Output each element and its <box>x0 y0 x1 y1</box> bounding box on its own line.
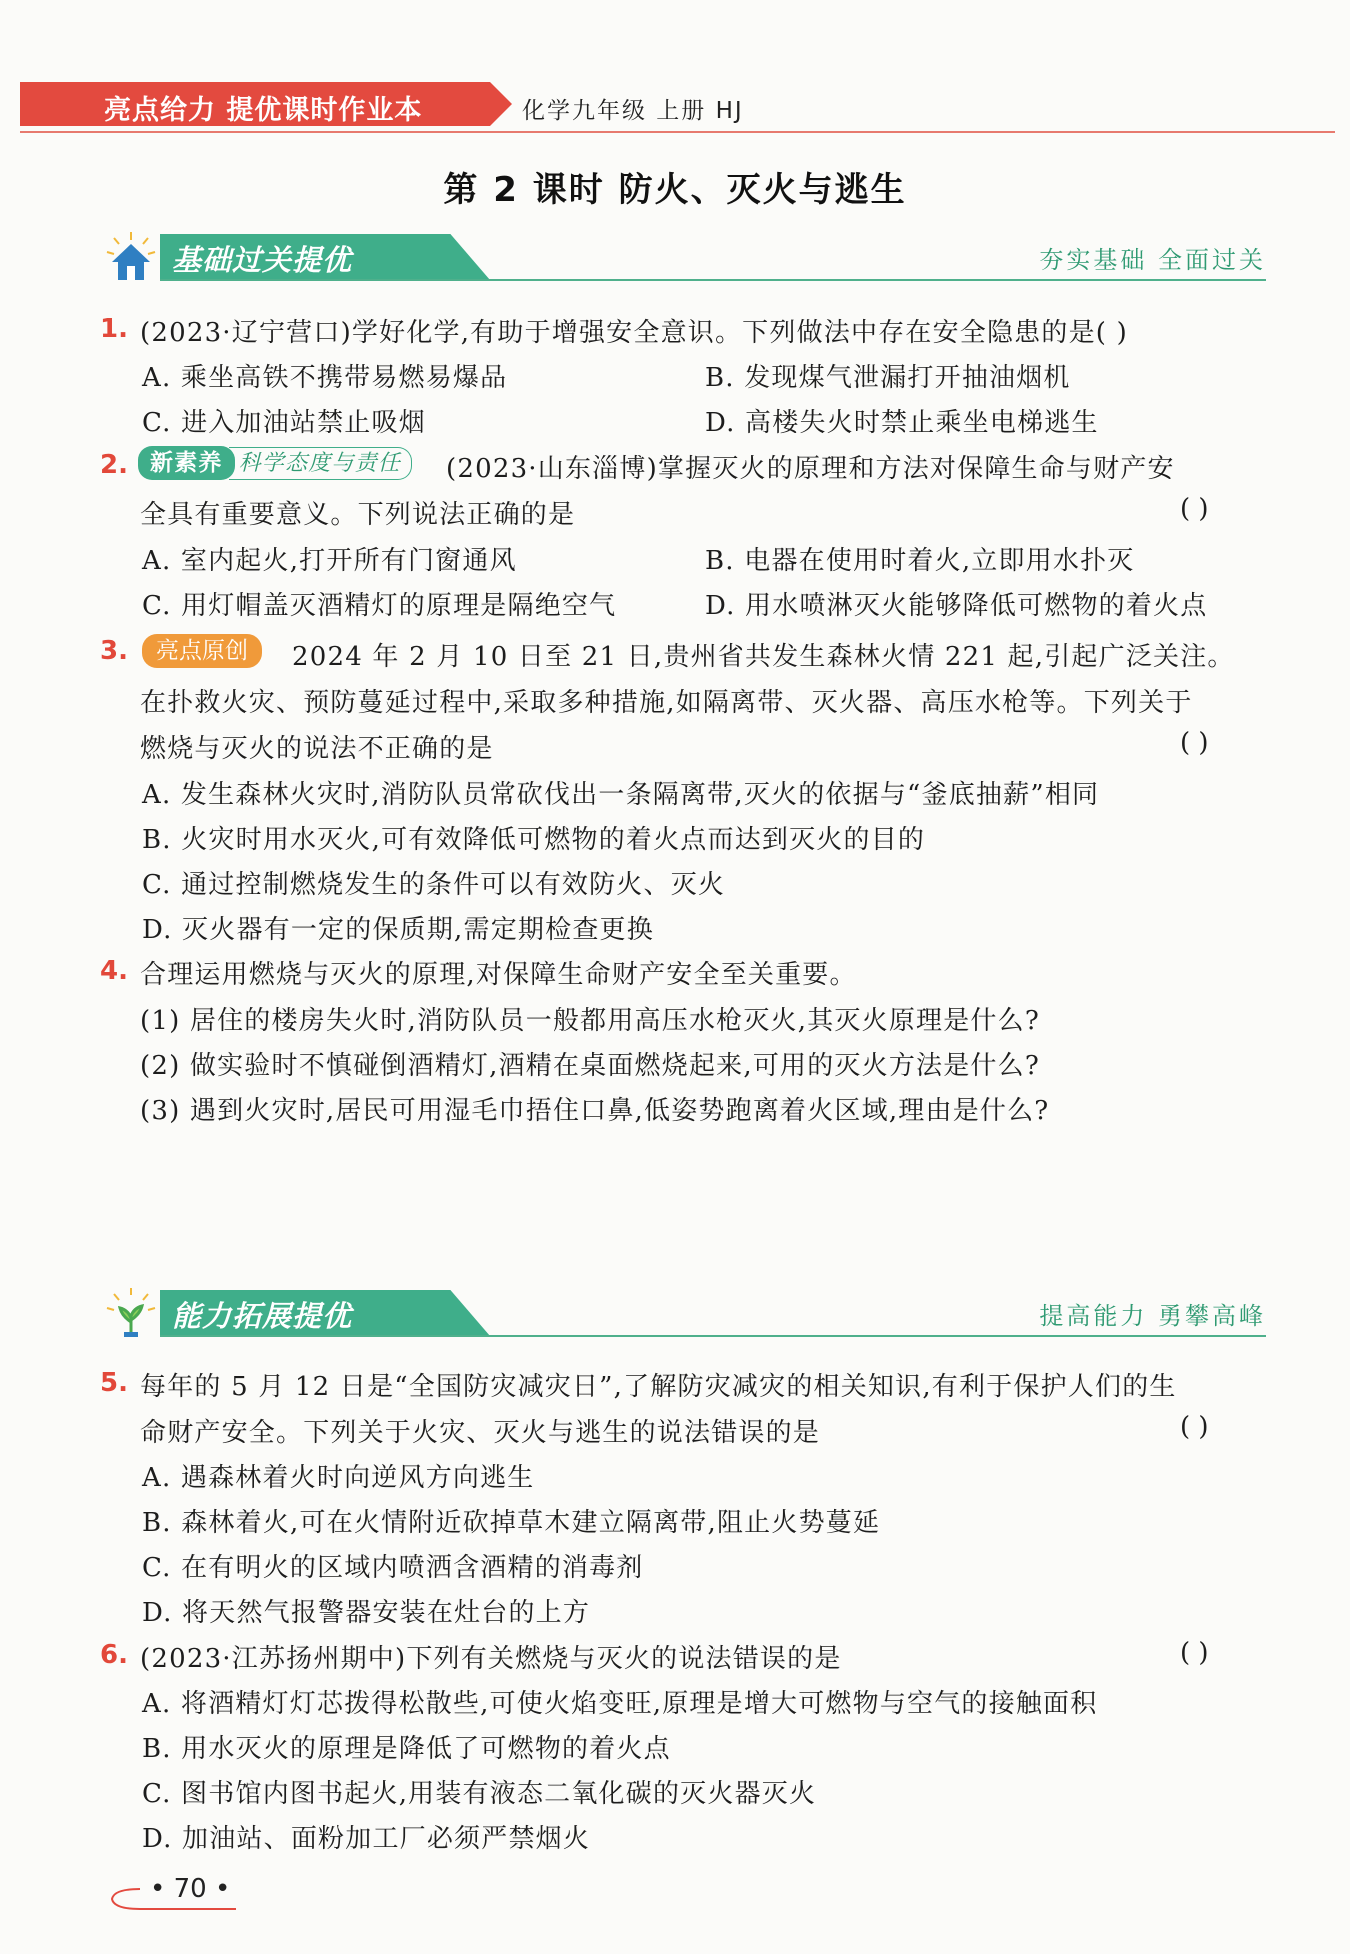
question-stem-cont: 燃烧与灭火的说法不正确的是 <box>140 734 494 764</box>
option-a: A. 遇森林着火时向逆风方向逃生 <box>142 1463 535 1493</box>
option-c: C. 在有明火的区域内喷洒含酒精的消毒剂 <box>142 1553 644 1583</box>
option-d: D. 高楼失火时禁止乘坐电梯逃生 <box>705 408 1099 438</box>
answer-blank[interactable]: ( ) <box>1180 1412 1209 1442</box>
option-a: A. 发生森林火灾时,消防队员常砍伐出一条隔离带,灭火的依据与“釜底抽薪”相同 <box>142 780 1100 810</box>
option-c: C. 用灯帽盖灭酒精灯的原理是隔绝空气 <box>142 591 617 621</box>
option-a: A. 将酒精灯灯芯拨得松散些,可使火焰变旺,原理是增大可燃物与空气的接触面积 <box>142 1689 1098 1719</box>
question-stem-cont: 在扑救火灾、预防蔓延过程中,采取多种措施,如隔离带、灭火器、高压水枪等。下列关于 <box>140 688 1193 718</box>
page-number: • 70 • <box>150 1874 231 1904</box>
question-number: 2. <box>100 450 128 480</box>
answer-blank[interactable]: ( ) <box>1180 494 1209 524</box>
section-slogan: 夯实基础 全面过关 <box>1039 246 1266 274</box>
section-basic-banner <box>104 224 1266 284</box>
question-stem: 2024 年 2 月 10 日至 21 日,贵州省共发生森林火情 221 起,引起广泛关注。 <box>292 642 1235 672</box>
question-number: 5. <box>100 1368 128 1398</box>
section-slogan: 提高能力 勇攀高峰 <box>1039 1302 1266 1330</box>
question-tags <box>138 446 412 480</box>
option-b: B. 发现煤气泄漏打开抽油烟机 <box>705 363 1071 393</box>
tag-original: 亮点原创 <box>142 634 262 668</box>
option-d: D. 加油站、面粉加工厂必须严禁烟火 <box>142 1824 591 1854</box>
subject-label: 化学九年级 上册 HJ <box>522 98 744 124</box>
section-title: 基础过关提优 <box>172 243 353 277</box>
question-stem: (2023·辽宁营口)学好化学,有助于增强安全意识。下列做法中存在安全隐患的是( ) <box>140 318 1128 348</box>
option-d: D. 灭火器有一定的保质期,需定期检查更换 <box>142 915 654 945</box>
option-b: B. 森林着火,可在火情附近砍掉草木建立隔离带,阻止火势蔓延 <box>142 1508 881 1538</box>
question-stem: (2023·山东淄博)掌握灭火的原理和方法对保障生命与财产安 <box>446 454 1175 484</box>
tag-new-literacy: 新素养 <box>138 446 235 480</box>
question-stem: 合理运用燃烧与灭火的原理,对保障生命财产安全至关重要。 <box>140 960 857 990</box>
option-d: D. 用水喷淋灭火能够降低可燃物的着火点 <box>705 591 1208 621</box>
answer-blank[interactable]: ( ) <box>1180 1638 1209 1668</box>
brand-title: 亮点给力 提优课时作业本 <box>104 95 423 126</box>
answer-blank[interactable]: ( ) <box>1180 728 1209 758</box>
question-stem-cont: 全具有重要意义。下列说法正确的是 <box>140 500 576 530</box>
option-b: B. 用水灭火的原理是降低了可燃物的着火点 <box>142 1734 671 1764</box>
house-icon <box>104 230 158 284</box>
sub-question-2: (2) 做实验时不慎碰倒酒精灯,酒精在桌面燃烧起来,可用的灭火方法是什么? <box>140 1051 1040 1081</box>
sub-question-3: (3) 遇到火灾时,居民可用湿毛巾捂住口鼻,低姿势跑离着火区域,理由是什么? <box>140 1096 1050 1126</box>
section-divider <box>160 1335 1266 1337</box>
question-number: 1. <box>100 314 128 344</box>
section-divider <box>160 279 1266 281</box>
question-stem: 每年的 5 月 12 日是“全国防灾减灾日”,了解防灾减灾的相关知识,有利于保护人们的生 <box>140 1372 1177 1402</box>
question-number: 6. <box>100 1640 128 1670</box>
section-ability-banner <box>104 1280 1266 1340</box>
tag-science-attitude: 科学态度与责任 <box>229 447 412 480</box>
option-c: C. 图书馆内图书起火,用装有液态二氧化碳的灭火器灭火 <box>142 1779 817 1809</box>
sub-question-1: (1) 居住的楼房失火时,消防队员一般都用高压水枪灭火,其灭火原理是什么? <box>140 1006 1040 1036</box>
lesson-title: 第 2 课时 防火、灭火与逃生 <box>443 170 907 210</box>
bulb-icon <box>104 1286 158 1340</box>
option-b: B. 火灾时用水灭火,可有效降低可燃物的着火点而达到灭火的目的 <box>142 825 926 855</box>
option-d: D. 将天然气报警器安装在灶台的上方 <box>142 1598 591 1628</box>
option-a: A. 室内起火,打开所有门窗通风 <box>142 546 517 576</box>
question-stem-cont: 命财产安全。下列关于火灾、灭火与逃生的说法错误的是 <box>140 1418 821 1448</box>
question-stem: (2023·江苏扬州期中)下列有关燃烧与灭火的说法错误的是 <box>140 1644 842 1674</box>
header-divider <box>20 131 1335 133</box>
question-number: 4. <box>100 956 128 986</box>
option-b: B. 电器在使用时着火,立即用水扑灭 <box>705 546 1135 576</box>
option-a: A. 乘坐高铁不携带易燃易爆品 <box>142 363 508 393</box>
option-c: C. 通过控制燃烧发生的条件可以有效防火、灭火 <box>142 870 726 900</box>
option-c: C. 进入加油站禁止吸烟 <box>142 408 426 438</box>
question-number: 3. <box>100 636 128 666</box>
section-title: 能力拓展提优 <box>172 1299 353 1333</box>
